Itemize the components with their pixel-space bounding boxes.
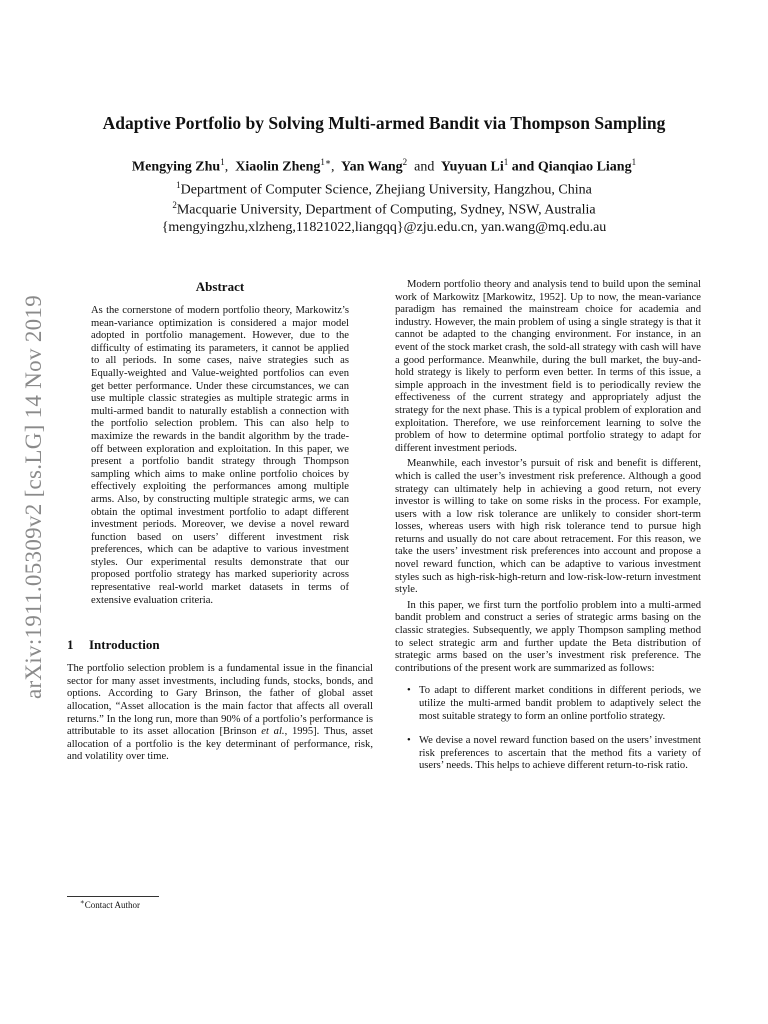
section-heading-introduction: 1 Introduction — [67, 637, 160, 653]
paper-title: Adaptive Portfolio by Solving Multi-armed Bandit via Thompson Sampling — [102, 113, 666, 133]
author-name: Mengying Zhu — [131, 159, 221, 175]
arxiv-identifier: arXiv:1911.05309v2 [cs.LG] 14 Nov 2019 — [21, 294, 46, 700]
footnote-divider — [67, 896, 159, 897]
author-name: Xiaolin Zheng — [235, 159, 321, 175]
bullet-icon: • — [407, 735, 411, 747]
affiliation-1: $^1$Department of Computer Science, Zhejiang University, Hangzhou, China — [176, 180, 592, 198]
bullet-icon: • — [407, 685, 411, 697]
author-emails: {mengyingzhu,xlzheng,11821022,liangqq}@zju.edu.cn, yan.wang@mq.edu.au — [161, 220, 607, 235]
abstract-heading: Abstract — [195, 279, 245, 294]
author-mark: 1 — [503, 157, 509, 167]
body-paragraph: Modern portfolio theory and analysis tend to build upon the seminal work of Markowitz [Markowitz, 1952]. Up to now, the mean-variance paradigm has remained the mainstream choice for academia and industry. However, the main problem of using a single strategy is that it cannot be adapted to the changing environment. For instance, in an event of the stock market crash, the sold-all strategy with cash will have a good performance. Meanwhile, during the bull market, the buy-and-hold strategy is likely to perform even better. In terms of this issue, a simple approach in the investment field is to periodically review the effectiveness of the current strategy and appropriately adjust the strategy for the next phase. This is a typical problem of exploration and exploitation. Therefore, we use reinforcement learning to solve the problem of how to determine optimal portfolio strategy to adapt for different investment periods. — [395, 279, 701, 454]
author-name: Qianqiao Liang — [537, 159, 632, 175]
body-paragraph: In this paper, we first turn the portfolio problem into a multi-armed bandit problem and construct a series of strategic arms basing on the classic strategies. Subsequently, we apply Thompson sampling method to select strategic arm and further update the Beta distribution of strategic arms based on the user’s investment risk preference. The contributions of the present work are summarized as follows: — [395, 599, 701, 674]
introduction-paragraph: The portfolio selection problem is a fundamental issue in the financial sector for many asset investments, including funds, stocks, bonds, and options. According to Gary Brinson, the father of global asset allocation, “Asset allocation is the main factor that affects all overall returns.” In the long run, more than 90% of a portfolio’s performance is attributable to its asset allocation [Brinson et al., 1995]. Thus, asset allocation of a portfolio is the key determinant of performance, risk, and volatility over time. — [67, 663, 373, 763]
right-column — [395, 279, 701, 785]
list-item: • To adapt to different market conditions in different periods, we utilize the multi-armed bandit problem to adaptively select the most suitable strategy to form an online portfolio strategy. — [407, 685, 701, 722]
author-list: Mengying Zhu$^1$, Xiaolin Zheng$^{1∗}$, Yan Wang$^2$ and Yuyuan Li$^1$ and Qianqiao Liang$^1$ — [131, 157, 637, 175]
list-item: • We devise a novel reward function based on the users’ investment risk preferences to ascertain that the method fits a variety of users’ needs. This helps to achieve different return-to-risk ratio. — [407, 735, 701, 772]
affiliation-2: $^2$Macquarie University, Department of Computing, Sydney, NSW, Australia — [172, 200, 596, 218]
footnote: ∗Contact Author — [80, 898, 141, 910]
left-column — [67, 279, 373, 764]
author-mark: 1 — [631, 157, 637, 167]
author-name: Yuyuan Li — [440, 159, 504, 175]
author-mark: 1∗ — [320, 157, 332, 167]
author-mark: 1 — [220, 157, 225, 167]
contribution-list — [395, 685, 701, 773]
author-mark: 2 — [402, 157, 408, 167]
author-name: Yan Wang — [341, 159, 403, 175]
abstract-text: As the cornerstone of modern portfolio theory, Markowitz’s mean-variance optimization is considered a major model adopted in portfolio management. However, due to the difficulty of estimating its parameters, it cannot be applied to all periods. In some cases, naive strategies such as Equally-weighted and Value-weighted portfolios can even get better performance. Under these circumstances, we can use multiple classic strategies as multiple strategic arms in multi-armed bandit to naturally establish a connection with the portfolio selection problem. This can also help to maximize the rewards in the bandit algorithm by the trade-off between exploration and exploitation. In this paper, we present a portfolio bandit strategy through Thompson sampling which aims to make online portfolio choices by effectively exploiting the performances among multiple arms. Also, by constructing multiple strategic arms, we can obtain the optimal investment portfolio to adapt different investment periods. Moreover, we devise a novel reward function based on users’ different investment risk preferences, which can be adaptive to various investment styles. Our experimental results demonstrate that our proposed portfolio strategy has marked superiority across representative real-world market datasets in terms of extensive evaluation criteria. — [91, 305, 349, 606]
body-paragraph: Meanwhile, each investor’s pursuit of risk and benefit is different, which is called the user’s investment risk preference. Although a good strategy can ultimately help in achieving a good return, not every investor is willing to take on some risks in the process. For example, users with a low risk tolerance are unlikely to consider short-term losses, whereas users with high risk tolerance tend to pursue high returns and usually do not care about retracement. For this reason, we take the users’ investment risk preferences into account and propose a novel reward function, which can be adaptive to various investment styles such as high-risk-high-return and low-risk-low-return investment style. — [395, 458, 701, 596]
